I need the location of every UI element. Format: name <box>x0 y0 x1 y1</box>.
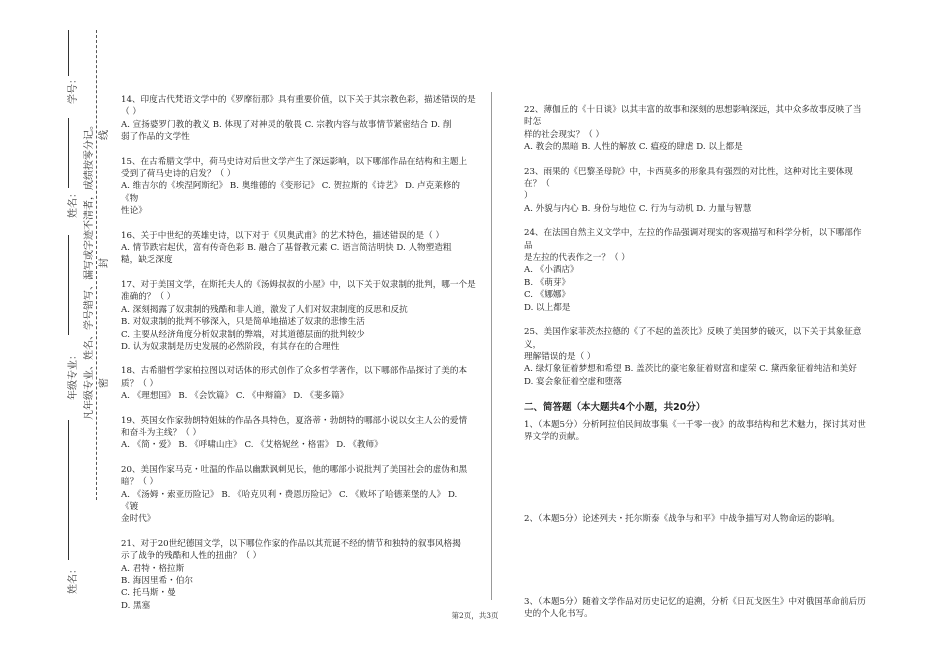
question-line: A. 外貌与内心 B. 身份与地位 C. 行为与动机 D. 力量与智慧 <box>524 203 752 214</box>
question-line: 16、关于中世纪的英雄史诗，以下对于《贝奥武甫》的艺术特色，描述错误的是（ ） <box>121 230 445 241</box>
question-line: D. 黑塞 <box>121 600 151 611</box>
question-line: 样的社会现实？（ ） <box>524 129 605 140</box>
question-line: 3、（本题5分）随着文学作品对历史记忆的追溯，分析《日瓦戈医生》中对俄国革命前后历 <box>524 596 866 607</box>
short-answer-question <box>524 513 869 525</box>
question-line: 弱了作品的文学性 <box>121 132 190 143</box>
question-line: A. 君特・格拉斯 <box>121 563 185 574</box>
student-number-label: 学号： <box>68 74 79 104</box>
section-title: 二、简答题（本大题共4个小题，共20分） <box>524 402 706 414</box>
question-left-2 <box>121 230 476 267</box>
question-line: 暗？（ ） <box>121 477 159 488</box>
question-line: 21、对于20世纪德国文学，以下哪位作家的作品以其荒诞不经的情节和独特的叙事风格揭 <box>121 538 461 549</box>
right-column <box>524 104 869 621</box>
question-line: B. 海因里希・伯尔 <box>121 576 193 586</box>
page-footer: 第2页，共3页 <box>451 611 499 620</box>
column-divider <box>491 92 492 600</box>
question-line: C. 《娜娜》 <box>524 290 571 301</box>
question-line: C. 托马斯・曼 <box>121 588 176 599</box>
question-left-4 <box>121 365 476 402</box>
question-line: A. 《简・爱》 B. 《呼啸山庄》 C. 《艾格妮丝・格雷》 D. 《教师》 <box>121 440 383 451</box>
school-label: 姓名： <box>68 564 79 594</box>
question-line: 15、在古希腊文学中，荷马史诗对后世文学产生了深远影响，以下哪部作品在结构和主题上 <box>121 156 468 167</box>
grade-major-label: 年级专业： <box>68 350 79 400</box>
question-line: B. 对奴隶制的批判不够深入，只是简单地描述了奴隶的悲惨生活 <box>121 317 365 328</box>
seal-char-xian: 线 <box>99 130 110 140</box>
question-line: ） <box>524 191 533 202</box>
question-left-3 <box>121 279 476 353</box>
question-line: 质？（ ） <box>121 378 159 389</box>
seal-char-mi: 密 <box>99 378 110 388</box>
question-line: A. 深刻揭露了奴隶制的残酷和非人道，激发了人们对奴隶制度的反思和反抗 <box>121 304 408 315</box>
question-line: 2、（本题5分）论述列夫・托尔斯泰《战争与和平》中战争描写对人物命运的影响。 <box>524 514 841 525</box>
question-line: A. 《理想国》 B. 《会饮篇》 C. 《申辩篇》 D. 《斐多篇》 <box>121 391 349 402</box>
question-line: A. 教会的黑暗 B. 人性的解放 C. 瘟疫的肆虐 D. 以上都是 <box>524 142 743 153</box>
question-line: A. 绿灯象征着梦想和希望 B. 盖茨比的豪宅象征着财富和虚荣 C. 黛西象征着纯洁和美好 <box>524 364 857 375</box>
name-line <box>68 118 69 188</box>
question-left-5 <box>121 415 476 452</box>
student-number-line <box>68 30 69 76</box>
question-line: 1、（本题5分）分析阿拉伯民间故事集《一千零一夜》的故事结构和艺术魅力，探讨其对世 <box>524 419 866 430</box>
question-line: 17、对于美国文学，在斯托夫人的《汤姆叔叔的小屋》中，以下关于奴隶制的批判，哪一个是 <box>121 279 476 290</box>
question-line: D. 以上都是 <box>524 302 571 313</box>
question-line: 准确的？（ ） <box>121 292 176 303</box>
left-column <box>121 94 476 612</box>
question-line: 界文学的贡献。 <box>524 431 585 442</box>
question-line: A. 情节跌宕起伏，富有传奇色彩 B. 融合了基督教元素 C. 语言简洁明快 D. 人物塑造粗 <box>121 243 452 254</box>
question-line: 24、在法国自然主义文学中，左拉的作品强调对现实的客观描写和科学分析，以下哪部作品 <box>524 228 862 251</box>
school-line <box>68 420 69 560</box>
question-line: 和奋斗为主线？（ ） <box>121 427 202 438</box>
cut-line <box>96 30 97 500</box>
question-line: 20、美国作家马克・吐温的作品以幽默讽刺见长，他的哪部小说批判了美国社会的虚伪和黑 <box>121 464 468 475</box>
question-line: 18、古希腊哲学家柏拉图以对话体的形式创作了众多哲学著作，以下哪部作品探讨了美的本 <box>121 366 468 377</box>
question-line: 是左拉的代表作之一？（ ） <box>524 253 630 264</box>
question-line: （ ） <box>121 107 141 118</box>
question-left-7 <box>121 538 476 612</box>
question-line: 22、薄伽丘的《十日谈》以其丰富的故事和深刻的思想影响深远，其中众多故事反映了当时怎 <box>524 105 862 128</box>
question-line: 23、雨果的《巴黎圣母院》中，卡西莫多的形象具有强烈的对比性，这种对比主要体现在？（ <box>524 166 853 190</box>
question-left-6 <box>121 464 476 526</box>
question-line: 史的个人化书写。 <box>524 609 593 620</box>
question-line: D. 认为奴隶制是历史发展的必然阶段，有其存在的合理性 <box>121 341 340 352</box>
name-label: 姓名： <box>68 188 79 218</box>
question-line: 25、美国作家菲茨杰拉德的《了不起的盖茨比》反映了美国梦的破灭，以下关于其象征意义， <box>524 327 862 350</box>
question-left-1 <box>121 156 476 218</box>
question-line: A. 维吉尔的《埃涅阿斯纪》 B. 奥维德的《变形记》 C. 贺拉斯的《诗艺》 D. 卢克莱修的《物 <box>121 181 461 204</box>
question-line: C. 主要从经济角度分析奴隶制的弊端，对其道德层面的批判较少 <box>121 329 365 340</box>
short-answer-question <box>524 419 869 444</box>
question-right-3 <box>524 326 869 388</box>
question-line: 受到了荷马史诗的启发？（ ） <box>121 169 236 180</box>
question-line: 14、印度古代梵语文学中的《罗摩衍那》具有重要价值，以下关于其宗教色彩，描述错误的是 <box>121 95 476 105</box>
question-line: 金时代》 <box>121 514 156 525</box>
question-line: A. 《汤姆・索亚历险记》 B. 《哈克贝利・费恩历险记》 C. 《败坏了哈德莱堡的人》 D. 《镀 <box>121 489 458 512</box>
question-line: A. 《小酒店》 <box>524 265 579 276</box>
question-line: B. 《萌芽》 <box>524 277 571 288</box>
binding-warning: 凡年级专业、姓名、学号错写、漏写或字迹不清者，成绩按零分记。 <box>84 120 95 420</box>
question-line: 糙，缺乏深度 <box>121 255 173 266</box>
question-right-0 <box>524 104 869 154</box>
question-line: 示了战争的残酷和人性的扭曲？（ ） <box>121 551 262 562</box>
question-right-1 <box>524 166 869 216</box>
grade-major-line <box>68 235 69 335</box>
question-line: 性论》 <box>121 206 147 217</box>
question-line: A. 宣扬婆罗门教的教义 B. 体现了对神灵的敬畏 C. 宗教内容与故事情节紧密结合 D. 削 <box>121 119 452 130</box>
seal-char-feng: 封 <box>99 258 110 268</box>
question-line: 19、英国女作家勃朗特姐妹的作品各具特色，夏洛蒂・勃朗特的哪部小说以女主人公的爱情 <box>121 415 468 426</box>
question-line: 理解错误的是（ ） <box>524 351 596 362</box>
question-right-2 <box>524 227 869 314</box>
question-left-0 <box>121 94 476 144</box>
question-line: D. 宴会象征着空虚和堕落 <box>524 376 622 387</box>
